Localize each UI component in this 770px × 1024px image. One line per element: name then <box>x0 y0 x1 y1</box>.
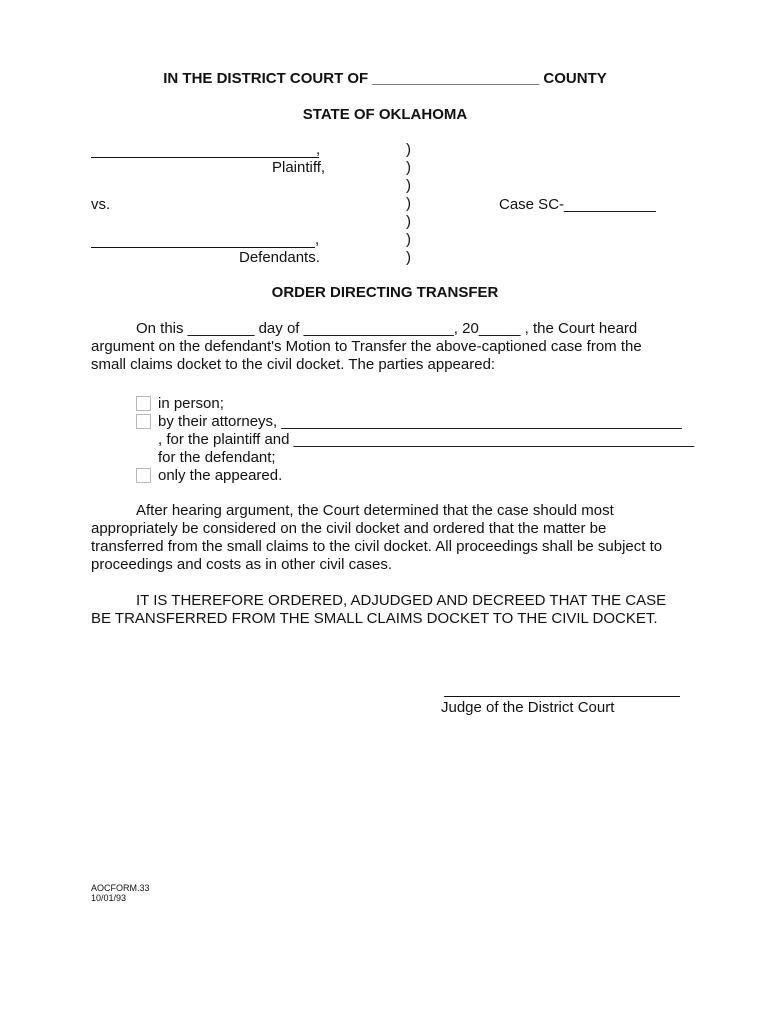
defendant-label: Defendants. <box>239 249 320 266</box>
plaintiff-name-line[interactable] <box>91 157 319 158</box>
only-appeared-label: only the appeared. <box>158 467 283 484</box>
attorneys-checkbox[interactable] <box>136 414 151 429</box>
defendant-name-line[interactable] <box>91 247 315 248</box>
versus-label: vs. <box>91 196 111 213</box>
in-person-checkbox[interactable] <box>136 396 151 411</box>
order-paragraph <box>91 592 691 628</box>
paren: ) <box>406 249 411 266</box>
order-title: ORDER DIRECTING TRANSFER <box>271 284 499 301</box>
defendant-attorney-label: for the defendant; <box>158 449 276 466</box>
paragraph-line: BE TRANSFERRED FROM THE SMALL CLAIMS DOCKET TO THE CIVIL DOCKET. <box>91 610 658 627</box>
paren: ) <box>406 141 411 158</box>
attorneys-label: by their attorneys, ________________________________________________ <box>158 413 682 430</box>
state-heading: STATE OF OKLAHOMA <box>302 106 468 123</box>
paragraph-line: appropriately be considered on the civil docket and ordered that the matter be <box>91 520 607 537</box>
paren: ) <box>406 231 411 248</box>
defendant-comma: , <box>315 231 320 248</box>
form-date: 10/01/93 <box>91 893 127 903</box>
signature-line[interactable] <box>444 696 680 697</box>
paragraph-line: On this ________ day of __________________, 20_____ , the Court heard <box>136 320 638 337</box>
paragraph-line: IT IS THEREFORE ORDERED, ADJUDGED AND DECREED THAT THE CASE <box>136 592 667 609</box>
paragraph-line: small claims docket to the civil docket. The parties appeared: <box>91 356 496 373</box>
paren: ) <box>406 213 411 230</box>
form-number: AOCFORM.33 <box>91 883 150 893</box>
paren: ) <box>406 159 411 176</box>
paragraph-line: argument on the defendant's Motion to Transfer the above-captioned case from the <box>91 338 642 355</box>
paren: ) <box>406 177 411 194</box>
paragraph-line: transferred from the small claims to the civil docket. All proceedings shall be subject to <box>91 538 663 555</box>
plaintiff-comma: , <box>316 141 321 158</box>
caption-parentheses <box>406 141 411 267</box>
paren: ) <box>406 195 411 212</box>
signature-label: Judge of the District Court <box>441 699 615 716</box>
hearing-paragraph <box>91 320 691 374</box>
determination-paragraph <box>91 502 691 574</box>
in-person-label: in person; <box>158 395 224 412</box>
paragraph-line: proceedings and costs as in other civil cases. <box>91 556 392 573</box>
case-number[interactable]: Case SC-___________ <box>499 196 656 213</box>
paragraph-line: After hearing argument, the Court determined that the case should most <box>136 502 614 519</box>
plaintiff-attorney-label: , for the plaintiff and ________________________________________________ <box>158 431 695 448</box>
plaintiff-label: Plaintiff, <box>272 159 326 176</box>
court-heading: IN THE DISTRICT COURT OF ____________________ COUNTY <box>163 70 607 87</box>
only-appeared-checkbox[interactable] <box>136 468 151 483</box>
